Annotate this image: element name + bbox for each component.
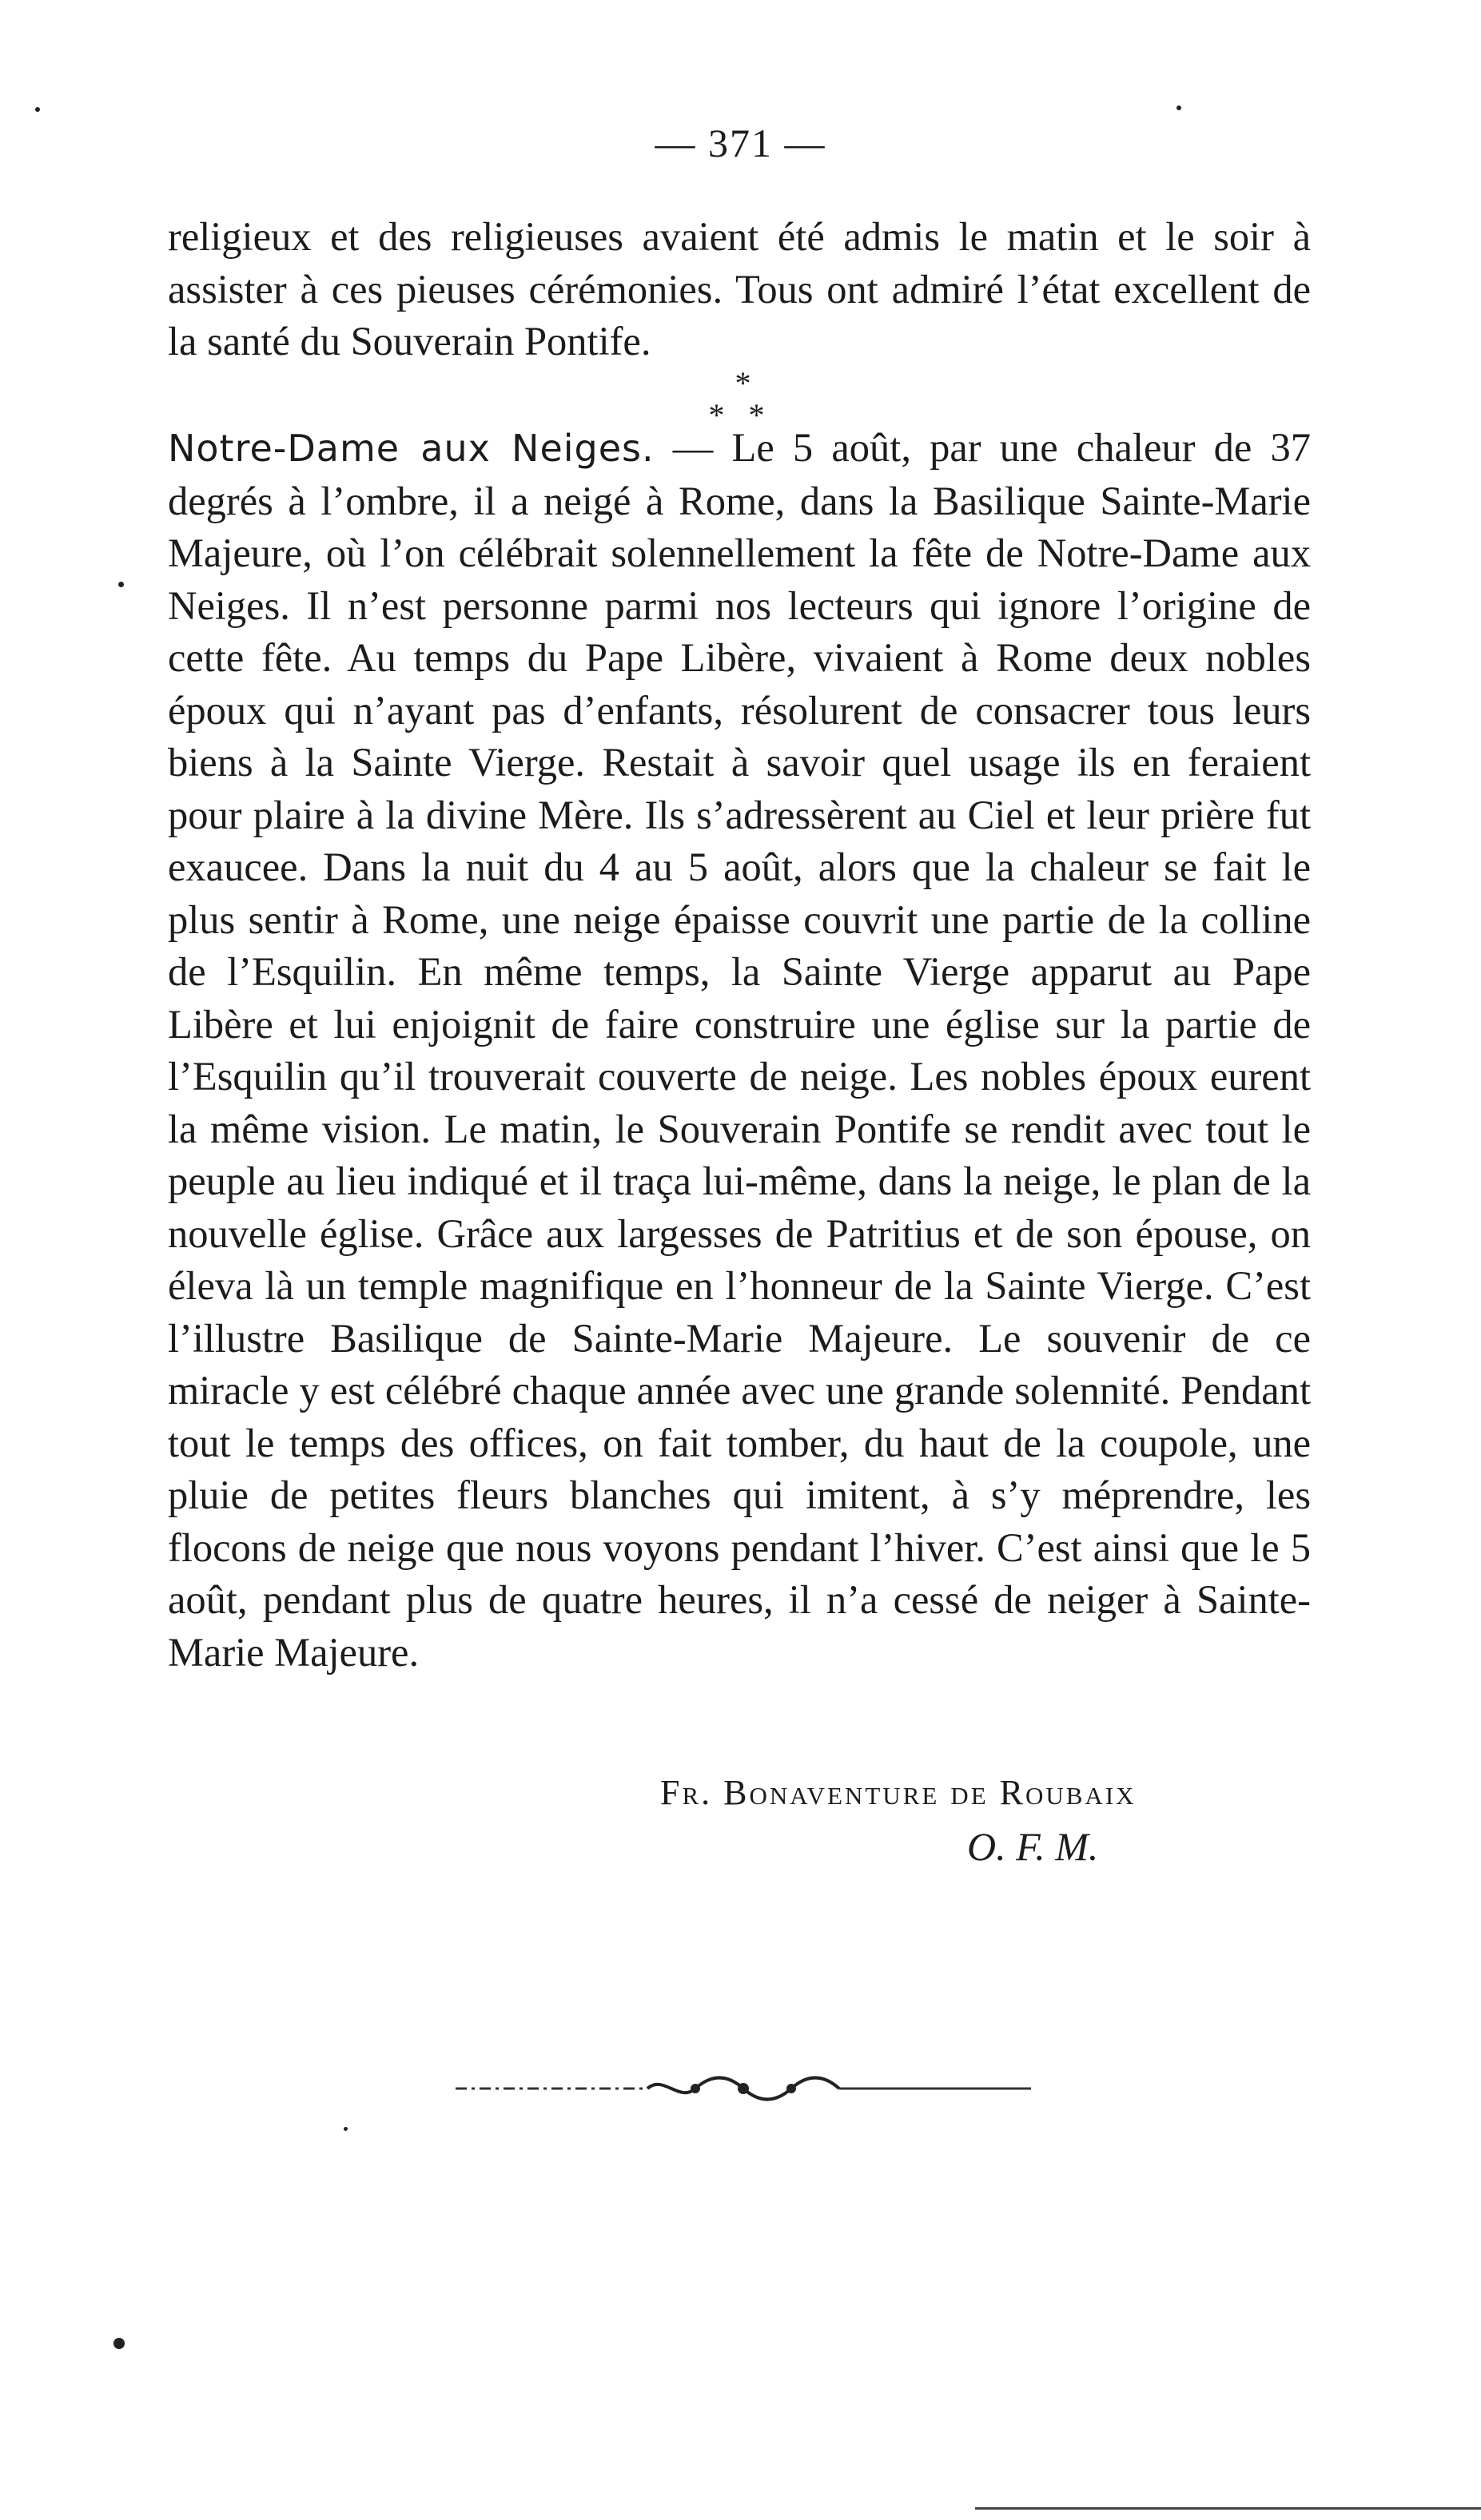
author-order: O. F. M.: [967, 1824, 1099, 1869]
separator-stars-bottom: * *: [708, 397, 773, 433]
article: [168, 422, 1311, 1679]
paper-speck: [35, 107, 40, 112]
paper-speck: [344, 2127, 348, 2131]
paper-speck: [1176, 105, 1181, 110]
separator-star-top: *: [735, 365, 751, 401]
continuation-paragraph: [168, 211, 1311, 368]
paper-speck: [118, 582, 124, 587]
article-body: — Le 5 août, par une chaleur de 37 degrés à l’ombre, il a neigé à Rome, dans la Basilique Sainte-Marie Majeure, où l’on célébrait solennellement la fête de Notre-Dame aux Neiges. Il n’est personne parmi nos lecteurs qui ignore l’origine de cette fête. Au temps du Pape Libère, vivaient à Rome deux nobles époux qui n’ayant pas d’enfants, résolurent de consacrer tous leurs biens à la Sainte Vierge. Restait à savoir quel usage ils en feraient pour plaire à la divine Mère. Ils s’adressèrent au Ciel et leur prière fut exaucee. Dans la nuit du 4 au 5 août, alors que la chaleur se fait le plus sentir à Rome, une neige épaisse couvrit une partie de la colline de l’Esquilin. En même temps, la Sainte Vierge apparut au Pape Libère et lui enjoignit de faire construire une église sur la partie de l’Esquilin qu’il trouverait couverte de neige. Les nobles époux eurent la même vision. Le matin, le Souverain Pontife se rendit avec tout le peuple au lieu indiqué et il traça lui-même, dans la neige, le plan de la nouvelle église. Grâce aux largesses de Patritius et de son épouse, on éleva là un temple magnifique en l’honneur de la Sainte Vierge. C’est l’illustre Basilique de Sainte-Marie Majeure. Le souvenir de ce miracle y est célébré chaque année avec une grande solennité. Pendant tout le temps des offices, on fait tomber, du haut de la coupole, une pluie de petites fleurs blanches qui imitent, à s’y méprendre, les flocons de neige que nous voyons pendant l’hiver. C’est ainsi que le 5 août, pendant plus de quatre heures, il n’a cessé de neiger à Sainte-Marie Majeure.: [168, 425, 1312, 1675]
tail-ornament: [448, 2063, 1039, 2111]
article-paragraph: [168, 422, 1311, 1679]
continuation-text: religieux et des religieuses avaient été admis le matin et le soir à assister à ces pieuses cérémonies. Tous ont admiré l’état excellent de la santé du Souverain Pontife.: [168, 214, 1311, 364]
paper-speck: [113, 2338, 125, 2349]
author-signature: Fr. Bonaventure de Roubaix: [660, 1773, 1137, 1812]
bottom-rule: [975, 2507, 1481, 2510]
page-number: — 371 —: [655, 121, 826, 165]
article-title: Notre-Dame aux Neiges.: [168, 427, 655, 470]
